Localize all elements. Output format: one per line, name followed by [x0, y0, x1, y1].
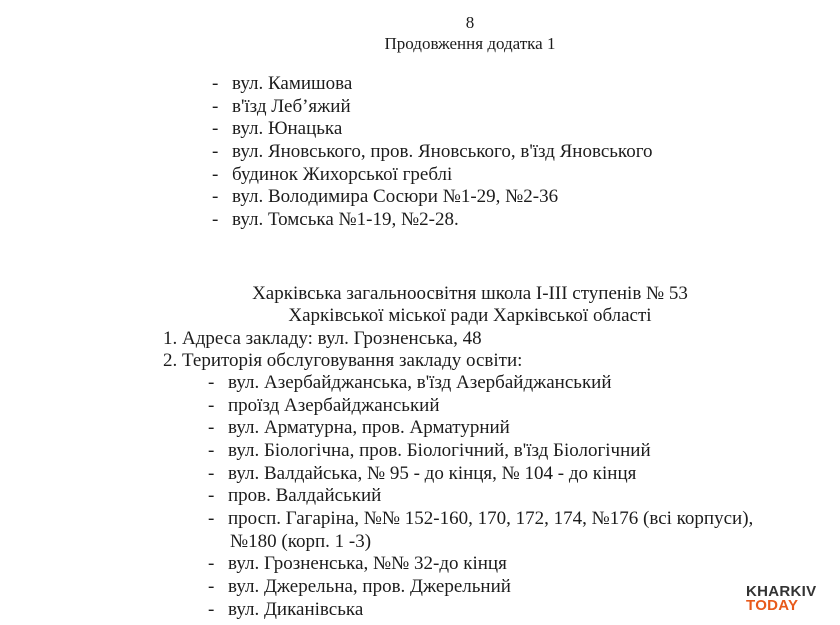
list-item-text: вул. Томська №1-19, №2-28. [232, 209, 459, 231]
list-dash: - [212, 186, 219, 208]
list-dash: - [208, 440, 215, 462]
page-subtitle: Продовження додатка 1 [384, 34, 556, 53]
list-dash: - [212, 209, 219, 231]
list-item-text: вул. Грозненська, №№ 32-до кінця [228, 553, 507, 575]
list-item-text: вул. Валдайська, № 95 - до кінця, № 104 - до кінця [228, 462, 637, 484]
list-item-text: пров. Валдайський [228, 485, 382, 507]
list-dash: - [208, 372, 215, 393]
school-title-line2: Харківської міської ради Харківської області [288, 305, 652, 326]
watermark-line2: TODAY [746, 597, 799, 615]
list-dash: - [208, 575, 215, 597]
list-item-text: вул. Азербайджанська, в'їзд Азербайджанський [228, 372, 612, 393]
list-item-text: вул. Біологічна, пров. Біологічний, в'їзд Біологічний [228, 440, 651, 462]
list-item-text: в'їзд Леб’яжий [232, 95, 351, 117]
school-territory-heading: 2. Територія обслуговування закладу освіти: [163, 350, 523, 371]
list-item-text: вул. Володимира Сосюри №1-29, №2-36 [232, 186, 559, 208]
list-item-text: вул. Камишова [232, 73, 353, 94]
list-item-text: просп. Гагаріна, №№ 152-160, 170, 172, 174, №176 (всі корпуси), [228, 508, 754, 530]
list-dash: - [208, 553, 215, 575]
kharkiv-today-watermark [746, 585, 816, 614]
list-dash: - [212, 163, 219, 185]
list-dash: - [208, 598, 215, 620]
list-item-text: вул. Юнацька [232, 118, 343, 140]
list-item-text: вул. Яновського, пров. Яновського, в'їзд Яновського [232, 141, 653, 163]
school-address: 1. Адреса закладу: вул. Грозненська, 48 [163, 328, 482, 349]
list-item-text: вул. Арматурна, пров. Арматурний [228, 417, 510, 439]
list-dash: - [212, 118, 219, 140]
list-item-text: вул. Диканівська [228, 598, 364, 620]
list-dash: - [208, 462, 215, 484]
school-title-line1: Харківська загальноосвітня школа І-ІІІ ступенів № 53 [252, 283, 688, 304]
watermark-line1: KHARKIV [746, 583, 817, 600]
list-item-text: вул. Джерельна, пров. Джерельний [228, 575, 511, 597]
page-number: 8 [465, 13, 475, 32]
list-dash: - [208, 394, 215, 416]
list-dash: - [212, 95, 219, 117]
list-dash: - [208, 508, 215, 530]
list-dash: - [208, 417, 215, 439]
list-item-text: будинок Жихорської греблі [232, 163, 453, 185]
list-item-text: проїзд Азербайджанський [228, 394, 440, 416]
list-dash: - [208, 485, 215, 507]
list-dash: - [212, 73, 219, 94]
list-dash: - [212, 141, 219, 163]
list-item-continuation: №180 (корп. 1 -3) [230, 530, 372, 552]
